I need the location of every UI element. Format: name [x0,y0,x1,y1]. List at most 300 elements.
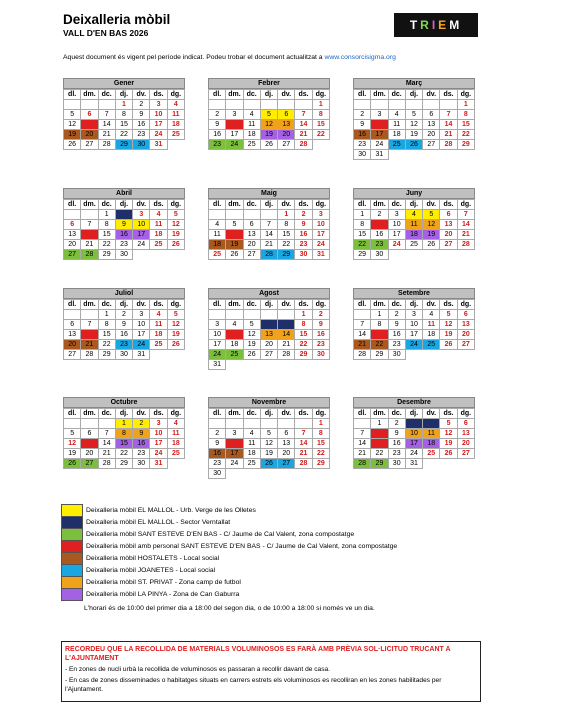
week-row [354,330,475,340]
month-name: Setembre [353,288,475,299]
day-cell: 5 [64,110,81,120]
empty-cell [260,360,277,370]
weekday-header: ds. [440,409,457,419]
day-cell: 26 [440,340,457,350]
day-cell: 23 [115,240,132,250]
bulky-waste-notice [61,641,481,702]
day-cell: 7 [354,320,371,330]
day-cell: 22 [457,130,474,140]
day-cell: 6 [81,110,98,120]
day-cell: 8 [457,110,474,120]
legend-item [61,540,397,552]
week-row [64,320,185,330]
day-cell: 22 [295,340,312,350]
day-cell: 21 [98,130,115,140]
empty-cell [405,150,422,160]
day-cell: 25 [167,130,184,140]
day-cell: 3 [150,100,167,110]
day-cell: 5 [405,110,422,120]
week-row [64,449,185,459]
day-cell: 12 [167,220,184,230]
empty-cell [243,210,260,220]
day-cell: 24 [226,459,243,469]
empty-cell [150,350,167,360]
weekday-header: dc. [98,200,115,210]
month-juny [353,188,475,260]
day-cell: 2 [312,310,329,320]
day-cell: 15 [354,230,371,240]
day-cell: 23 [295,240,312,250]
weekday-header: ds. [150,90,167,100]
weekday-header: dm. [81,90,98,100]
empty-cell [423,250,440,260]
day-cell: 2 [133,100,150,110]
day-cell: 24 [405,449,422,459]
day-cell: 12 [423,220,440,230]
week-row [209,120,330,130]
empty-cell [440,250,457,260]
weekday-header: dc. [243,200,260,210]
day-cell: 24 [405,340,422,350]
day-cell: 19 [260,130,277,140]
week-row [354,250,475,260]
day-cell: 21 [295,449,312,459]
day-cell: 25 [167,449,184,459]
day-cell: 28 [354,459,371,469]
week-row [209,360,330,370]
day-cell: 18 [209,240,226,250]
legend-item [61,576,397,588]
week-row [354,110,475,120]
day-cell: 19 [423,230,440,240]
day-cell: 6 [278,429,295,439]
month-name: Novembre [208,397,330,408]
weekday-header: dl. [209,409,226,419]
day-cell: 13 [81,439,98,449]
day-cell: 28 [295,459,312,469]
day-cell: 30 [371,250,388,260]
empty-cell [226,360,243,370]
day-cell: 25 [405,240,422,250]
empty-cell [405,100,422,110]
day-cell: 29 [312,459,329,469]
weekday-header: dm. [371,409,388,419]
day-cell: 21 [295,130,312,140]
weekday-header: dc. [98,300,115,310]
day-cell: 23 [133,130,150,140]
legend-label: Deixalleria mòbil EL MALLOL - Urb. Verge de les Olletes [86,506,256,514]
day-cell: 20 [440,230,457,240]
empty-cell [226,310,243,320]
day-cell: 26 [64,459,81,469]
empty-cell [423,350,440,360]
day-cell: 5 [423,210,440,220]
day-cell: 24 [209,350,226,360]
legend-item [61,552,397,564]
day-cell: 31 [150,459,167,469]
day-cell: 6 [457,419,474,429]
day-cell: 4 [405,210,422,220]
weekday-header: dv. [278,200,295,210]
day-cell: 16 [133,120,150,130]
month-juliol [63,288,185,360]
week-row [354,140,475,150]
day-cell: 9 [295,220,312,230]
weekday-header: dj. [115,300,132,310]
day-cell: 25 [226,350,243,360]
day-cell: 29 [115,459,132,469]
empty-cell [81,100,98,110]
legend-label: Deixalleria mòbil amb personal SANT ESTEVE D'EN BAS - C/ Jaume de Cal Valent, zona compostatge [86,542,398,550]
day-cell: 2 [209,429,226,439]
empty-cell [312,469,329,479]
day-cell: 3 [388,210,405,220]
day-cell: 2 [354,110,371,120]
month-agost [208,288,330,370]
day-cell: 20 [64,340,81,350]
empty-cell [278,360,295,370]
day-cell: 2 [388,310,405,320]
empty-cell [167,350,184,360]
weekday-header: dg. [167,300,184,310]
website-link[interactable]: www.consorcisigma.org [324,54,396,61]
week-row [354,230,475,240]
day-cell: 14 [295,120,312,130]
empty-cell [354,100,371,110]
day-cell: 9 [115,220,132,230]
day-cell: 30 [388,350,405,360]
month-abril [63,188,185,260]
day-cell: 17 [150,439,167,449]
weekday-header: dm. [81,409,98,419]
day-cell: 21 [278,340,295,350]
day-cell: 22 [312,449,329,459]
week-row [209,350,330,360]
day-cell: 14 [260,230,277,240]
day-cell: 17 [312,230,329,240]
day-cell: 5 [440,419,457,429]
day-cell: 8 [354,220,371,230]
day-cell: 8 [115,110,132,120]
day-cell: 10 [150,110,167,120]
day-cell: 8 [312,429,329,439]
day-cell: 21 [354,449,371,459]
day-cell: 9 [209,120,226,130]
week-row [354,100,475,110]
empty-cell [354,419,371,429]
empty-cell [81,210,98,220]
empty-cell [440,350,457,360]
week-row [209,330,330,340]
weekday-header: dc. [98,409,115,419]
day-cell: 7 [295,429,312,439]
week-row [209,210,330,220]
empty-cell [312,140,329,150]
weekday-header: dm. [226,409,243,419]
day-cell: 10 [312,220,329,230]
day-cell: 28 [98,459,115,469]
page-title: Deixalleria mòbil [63,12,171,27]
day-cell: 31 [371,150,388,160]
empty-cell [81,310,98,320]
weekday-header: dj. [405,90,422,100]
day-cell: 2 [115,210,132,220]
weekday-header: dv. [133,409,150,419]
day-cell: 9 [312,320,329,330]
week-row [209,320,330,330]
empty-cell [388,100,405,110]
day-cell: 31 [405,459,422,469]
weekday-header: dm. [226,200,243,210]
day-cell: 9 [133,110,150,120]
day-cell: 16 [209,449,226,459]
day-cell: 27 [64,350,81,360]
legend-item [61,516,397,528]
empty-cell [260,469,277,479]
weekday-header: ds. [295,300,312,310]
day-cell: 14 [278,330,295,340]
notice-text: Aquest document és vigent pel període indicat. Podeu trobar el document actualitzat a [63,54,325,61]
day-cell: 16 [312,330,329,340]
day-cell: 10 [133,320,150,330]
day-cell: 15 [457,120,474,130]
day-cell: 18 [423,330,440,340]
day-cell: 20 [243,240,260,250]
day-cell: 2 [388,419,405,429]
day-cell: 17 [226,449,243,459]
empty-cell [457,459,474,469]
day-cell: 29 [371,350,388,360]
day-cell: 26 [260,140,277,150]
empty-cell [133,250,150,260]
weekday-header: ds. [150,300,167,310]
day-cell: 6 [423,110,440,120]
empty-cell [226,210,243,220]
day-cell: 27 [423,140,440,150]
day-cell: 22 [354,240,371,250]
day-cell: 23 [388,340,405,350]
day-cell: 6 [440,210,457,220]
day-cell: 26 [64,140,81,150]
month-name: Febrer [208,78,330,89]
day-cell: 20 [81,449,98,459]
day-cell: 8 [371,320,388,330]
week-row [209,459,330,469]
empty-cell [440,459,457,469]
weekday-header: dc. [98,90,115,100]
week-row [209,449,330,459]
day-cell: 2 [209,110,226,120]
week-row [354,310,475,320]
day-cell: 26 [226,250,243,260]
day-cell: 8 [98,220,115,230]
day-cell: 13 [243,230,260,240]
day-cell: 29 [457,140,474,150]
day-cell: 27 [457,340,474,350]
day-cell: 13 [64,230,81,240]
empty-cell [209,210,226,220]
day-cell: 1 [98,310,115,320]
day-cell: 30 [133,140,150,150]
day-cell: 4 [243,110,260,120]
week-row [209,419,330,429]
weekday-header: dj. [115,200,132,210]
month-novembre [208,397,330,479]
day-cell: 26 [243,350,260,360]
day-cell: 23 [209,140,226,150]
weekday-header: dg. [167,90,184,100]
day-cell: 20 [278,449,295,459]
weekday-header: dm. [81,200,98,210]
weekday-header: dv. [133,300,150,310]
weekday-header: dl. [354,200,371,210]
bulky-line-1: - En zones de nucli urbà la recollida de voluminosos es passaran a recollir davant de casa. [65,666,330,673]
day-cell: 7 [98,429,115,439]
day-cell: 17 [405,330,422,340]
day-cell: 28 [295,140,312,150]
month-desembre [353,397,475,469]
day-cell: 28 [440,140,457,150]
month-name: Maig [208,188,330,199]
day-cell: 10 [226,439,243,449]
day-cell: 12 [226,230,243,240]
day-cell: 11 [226,330,243,340]
legend-label: Deixalleria mòbil JOANETES - Local social [86,566,216,574]
day-cell: 13 [278,439,295,449]
day-cell: 27 [440,240,457,250]
day-cell: 9 [209,439,226,449]
day-cell: 3 [133,310,150,320]
day-cell: 5 [243,320,260,330]
day-cell: 17 [388,230,405,240]
day-cell: 3 [133,210,150,220]
day-cell: 3 [150,419,167,429]
day-cell: 22 [98,340,115,350]
day-cell: 25 [423,340,440,350]
empty-cell [243,419,260,429]
day-cell: 30 [115,350,132,360]
day-cell: 27 [64,250,81,260]
day-cell: 12 [405,120,422,130]
weekday-header: dv. [278,90,295,100]
week-row [354,350,475,360]
empty-cell [295,360,312,370]
day-cell: 13 [457,320,474,330]
day-cell: 25 [150,340,167,350]
day-cell: 4 [243,429,260,439]
day-cell: 11 [423,429,440,439]
day-cell: 18 [423,439,440,449]
day-cell: 17 [371,130,388,140]
empty-cell [167,459,184,469]
day-cell: 17 [209,340,226,350]
day-cell: 26 [167,240,184,250]
day-cell: 23 [388,449,405,459]
day-cell: 1 [312,100,329,110]
day-cell: 3 [226,429,243,439]
day-cell: 31 [133,350,150,360]
month-name: Agost [208,288,330,299]
day-cell: 11 [167,429,184,439]
empty-cell [226,419,243,429]
week-row [64,330,185,340]
day-cell: 19 [260,449,277,459]
day-cell: 28 [278,350,295,360]
day-cell: 1 [278,210,295,220]
empty-cell [423,100,440,110]
day-cell: 5 [167,210,184,220]
day-cell: 26 [260,459,277,469]
day-cell: 4 [167,419,184,429]
empty-cell [64,419,81,429]
empty-cell [226,469,243,479]
day-cell: 16 [388,330,405,340]
validity-notice [63,54,396,61]
day-cell: 20 [278,130,295,140]
week-row [354,459,475,469]
week-row [209,469,330,479]
day-cell: 22 [371,449,388,459]
day-cell: 28 [81,250,98,260]
weekday-header: dc. [388,200,405,210]
day-cell: 30 [354,150,371,160]
day-cell: 18 [405,230,422,240]
weekday-header: dg. [312,200,329,210]
day-cell: 17 [226,130,243,140]
weekday-header: dm. [226,300,243,310]
day-cell: 15 [312,439,329,449]
day-cell: 25 [150,240,167,250]
week-row [209,220,330,230]
day-cell: 14 [98,439,115,449]
day-cell: 11 [243,120,260,130]
week-row [64,439,185,449]
weekday-header: ds. [440,300,457,310]
hours-note: L'horari és de 10:00 del primer dia a 18:00 del segon dia, o de 10:00 a 18:00 si només ve un dia. [84,605,375,612]
week-row [209,130,330,140]
day-cell: 4 [167,100,184,110]
week-row [354,449,475,459]
day-cell: 6 [260,320,277,330]
weekday-header: dv. [278,300,295,310]
day-cell: 12 [260,439,277,449]
day-cell: 1 [371,310,388,320]
day-cell: 8 [312,110,329,120]
day-cell: 23 [371,240,388,250]
day-cell: 23 [133,449,150,459]
empty-cell [457,150,474,160]
day-cell: 27 [81,459,98,469]
day-cell: 1 [115,419,132,429]
day-cell: 5 [260,429,277,439]
day-cell: 14 [457,220,474,230]
day-cell: 14 [81,230,98,240]
weekday-header: dv. [423,200,440,210]
day-cell: 4 [209,220,226,230]
day-cell: 28 [354,350,371,360]
empty-cell [440,100,457,110]
day-cell: 7 [354,429,371,439]
bulky-line-2: - En cas de zones disseminades o habitatges situats en carrers estrets els voluminosos es recolliran en les zones habilitades per l'Ajuntament. [65,677,442,693]
week-row [209,340,330,350]
empty-cell [150,250,167,260]
week-row [209,110,330,120]
weekday-header: dg. [457,409,474,419]
week-row [209,100,330,110]
empty-cell [81,419,98,429]
day-cell: 15 [371,439,388,449]
day-cell: 17 [133,330,150,340]
